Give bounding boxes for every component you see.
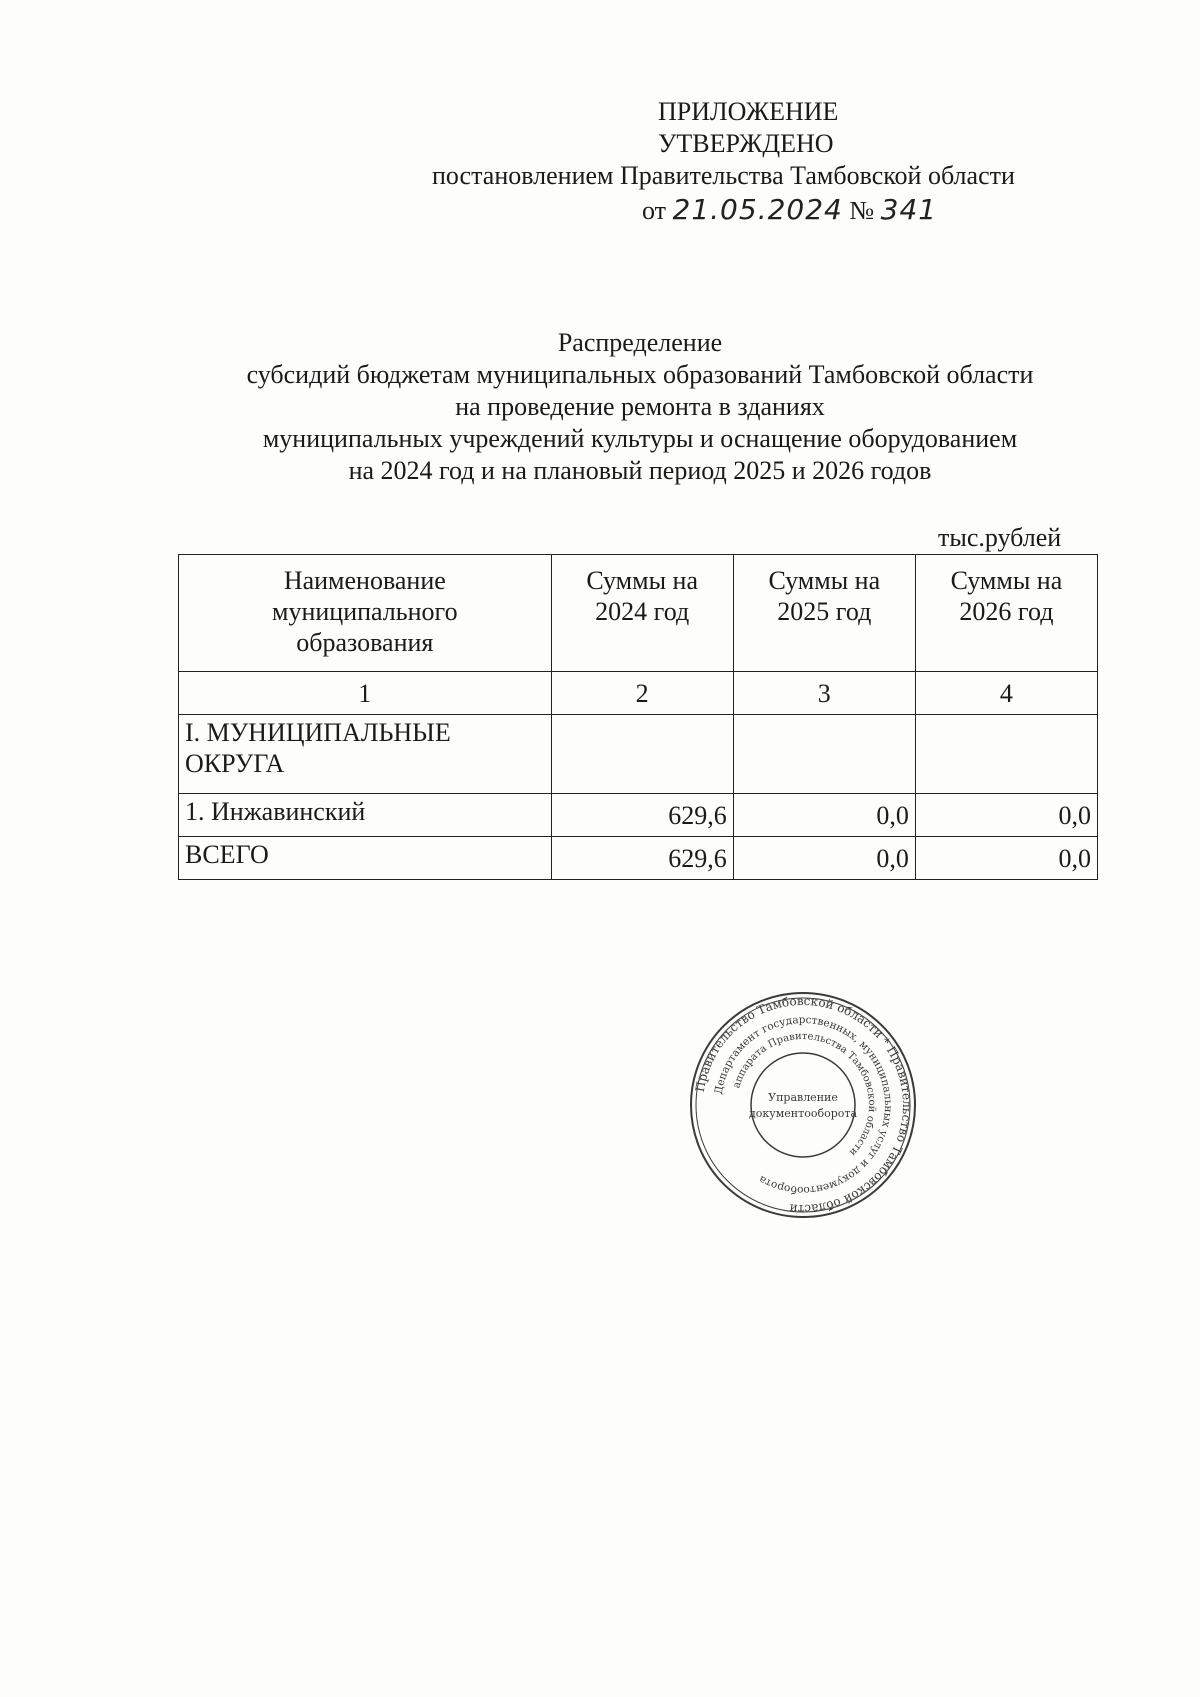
- table-header-row: [179, 555, 1098, 672]
- header-municipality-line-3: образования: [296, 628, 434, 657]
- approved-label: УТВЕРЖДЕНО: [658, 129, 834, 158]
- title-line-4: муниципальных учреждений культуры и оснащение оборудованием: [262, 424, 1018, 453]
- empty-cell: [733, 715, 915, 794]
- header-2024: [551, 555, 733, 672]
- document-title: [0, 327, 1200, 487]
- number-sign: №: [849, 196, 875, 225]
- column-number: 3: [733, 672, 915, 715]
- column-number: 4: [915, 672, 1097, 715]
- table-row: [179, 794, 1098, 837]
- unit-label: тыс.рублей: [938, 523, 1062, 552]
- seal-outer-text: Правительство Тамбовской области * Правительство Тамбовской области: [692, 993, 915, 1217]
- seal-center-line-1: Управление: [768, 1091, 838, 1104]
- seal-graphic: [688, 990, 918, 1220]
- seal-middle-text: Департамент государственных, муниципальных услуг и документооборота: [712, 1013, 895, 1197]
- municipality-name: 1. Инжавинский: [179, 794, 552, 837]
- header-municipality-line-1: Наименование: [283, 566, 446, 595]
- section-row: [179, 715, 1098, 794]
- empty-cell: [551, 715, 733, 794]
- header-municipality: [179, 555, 552, 672]
- date-number-line: [642, 194, 937, 227]
- appendix-label: ПРИЛОЖЕНИЕ: [658, 97, 839, 126]
- total-2025: 0,0: [733, 837, 915, 880]
- header-2025: [733, 555, 915, 672]
- subsidy-table: [178, 554, 1098, 880]
- empty-cell: [915, 715, 1097, 794]
- total-2026: 0,0: [915, 837, 1097, 880]
- header-2026-line-1: Суммы на: [950, 566, 1063, 595]
- handwritten-date: 21.05.2024: [672, 193, 843, 226]
- total-row: [179, 837, 1098, 880]
- column-number: 2: [551, 672, 733, 715]
- header-2026-line-2: 2026 год: [959, 597, 1054, 626]
- amount-2026: 0,0: [915, 794, 1097, 837]
- header-2024-line-1: Суммы на: [586, 566, 699, 595]
- seal-center-line-2: документооборота: [748, 1107, 858, 1120]
- title-line-1: Распределение: [557, 328, 723, 357]
- title-line-2: субсидий бюджетам муниципальных образований Тамбовской области: [246, 360, 1034, 389]
- header-2025-line-1: Суммы на: [768, 566, 881, 595]
- seal-inner-ring: [748, 1053, 858, 1157]
- header-2026: [915, 555, 1097, 672]
- header-2024-line-2: 2024 год: [595, 597, 690, 626]
- amount-2025: 0,0: [733, 794, 915, 837]
- handwritten-number: 341: [880, 193, 938, 226]
- section-title: I. МУНИЦИПАЛЬНЫЕ ОКРУГА: [179, 715, 552, 794]
- column-number: 1: [179, 672, 552, 715]
- header-municipality-line-2: муниципального: [272, 597, 458, 626]
- total-2024: 629,6: [551, 837, 733, 880]
- column-number-row: [179, 672, 1098, 715]
- header-2025-line-2: 2025 год: [777, 597, 872, 626]
- official-seal: [688, 990, 918, 1220]
- resolution-label: постановлением Правительства Тамбовской области: [432, 161, 1015, 190]
- title-line-3: на проведение ремонта в зданиях: [455, 392, 825, 421]
- seal-inner-text: аппарата Правительства Тамбовской области: [731, 1030, 878, 1158]
- total-label: ВСЕГО: [179, 837, 552, 880]
- date-prefix: от: [642, 196, 667, 225]
- title-line-5: на 2024 год и на плановый период 2025 и 2026 годов: [348, 456, 932, 485]
- amount-2024: 629,6: [551, 794, 733, 837]
